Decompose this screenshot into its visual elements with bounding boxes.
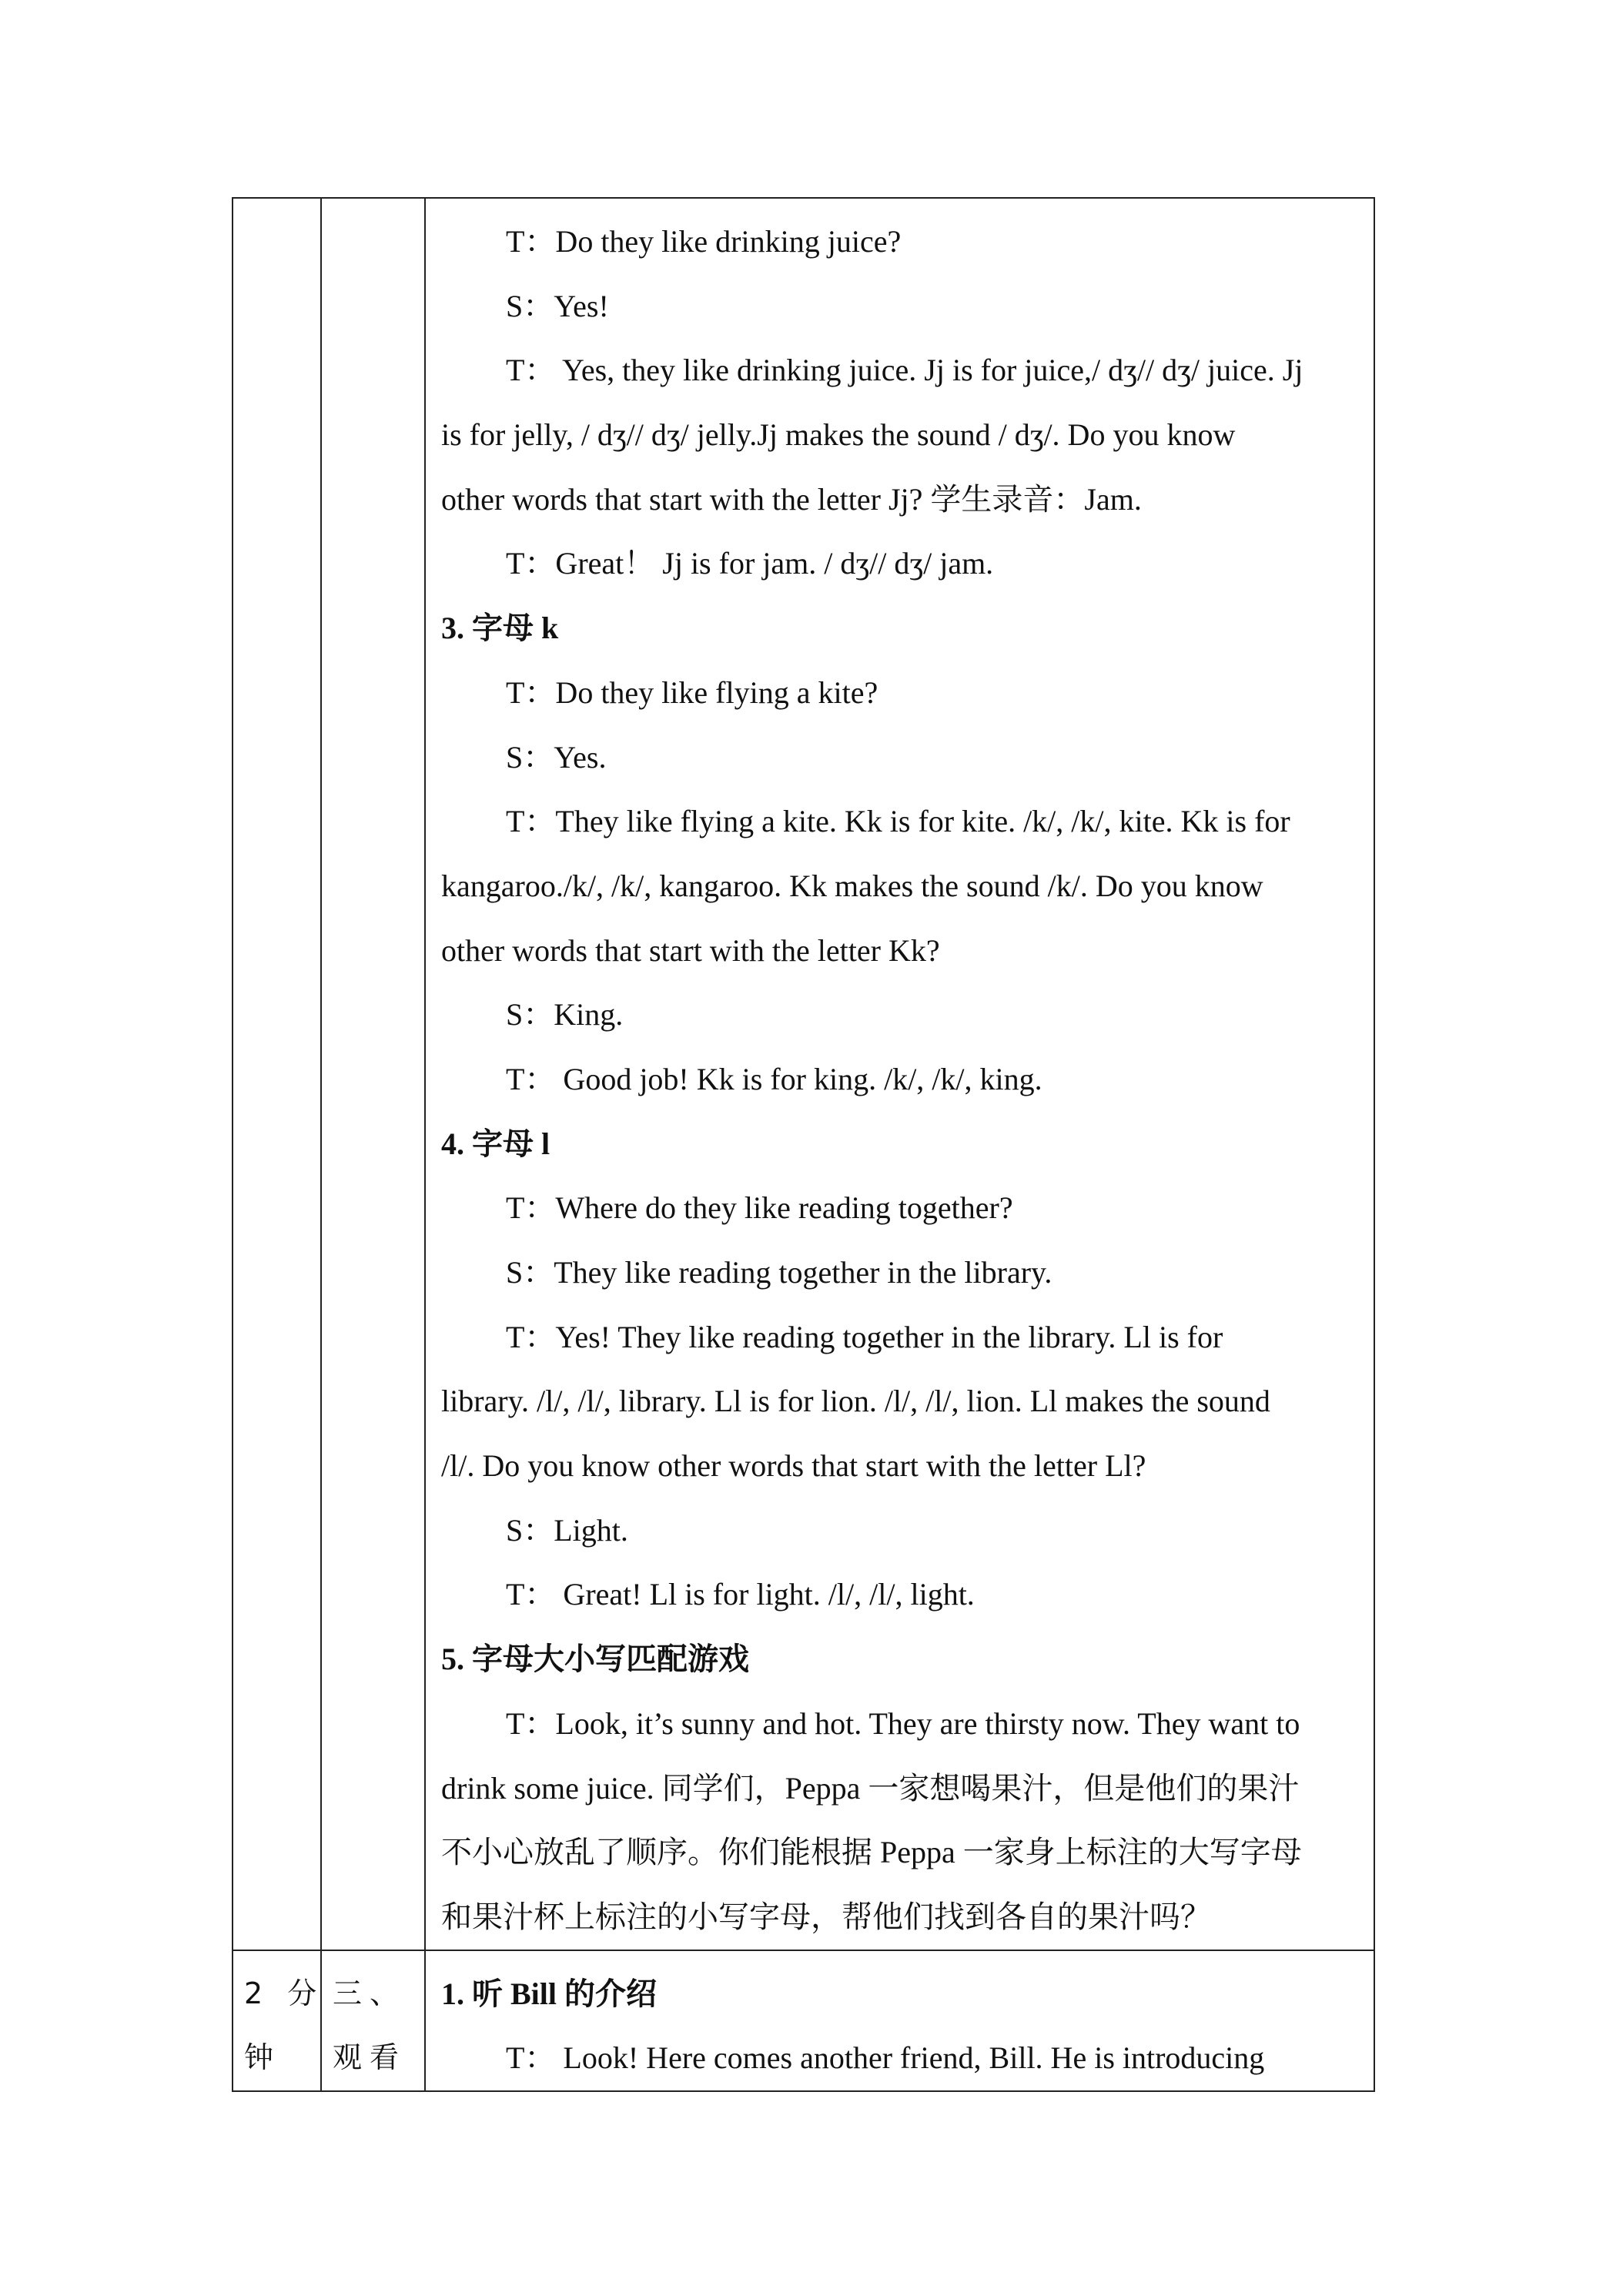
section-heading: 3. 字母 k bbox=[441, 611, 559, 646]
text-line: S：Light. bbox=[506, 1512, 628, 1548]
section-heading: 1. 听 Bill 的介绍 bbox=[441, 1976, 658, 2011]
step-cell bbox=[321, 198, 425, 1950]
text-line: 和果汁杯上标注的小写字母，帮他们找到各自的果汁吗？ bbox=[441, 1899, 1211, 1934]
text-line: T：Do they like drinking juice? bbox=[506, 224, 902, 259]
text-line: other words that start with the letter Jj? 学生录音：Jam. bbox=[441, 481, 1142, 517]
text-line: S：Yes. bbox=[506, 739, 607, 775]
step-text: 三、 bbox=[333, 1976, 407, 2010]
text-line: 不小心放乱了顺序。你们能根据 Peppa 一家身上标注的大写字母 bbox=[441, 1835, 1302, 1870]
text-line: T： Great! Ll is for light. /l/, /l/, light. bbox=[506, 1577, 975, 1612]
text-line: drink some juice. 同学们，Peppa 一家想喝果汁，但是他们的果汁 bbox=[441, 1770, 1300, 1806]
text-line: kangaroo./k/, /k/, kangaroo. Kk makes the sound /k/. Do you know bbox=[441, 868, 1263, 903]
table-row bbox=[233, 1950, 1374, 2091]
text-line: S：King. bbox=[506, 997, 624, 1033]
step-text: 观看 bbox=[333, 2040, 407, 2075]
text-line: T： Look! Here comes another friend, Bill. He is introducing bbox=[506, 2040, 1265, 2076]
time-cell bbox=[233, 1950, 325, 2091]
text-line: T：Where do they like reading together? bbox=[506, 1190, 1013, 1226]
table-row bbox=[233, 198, 1374, 1950]
text-line: T：Look, it’s sunny and hot. They are thirsty now. They want to bbox=[506, 1705, 1300, 1741]
text-line: /l/. Do you know other words that start with the letter Ll? bbox=[441, 1448, 1146, 1484]
content-cell bbox=[425, 1950, 1374, 2091]
lesson-plan-table bbox=[232, 197, 1375, 2092]
text-line: S：They like reading together in the library. bbox=[506, 1255, 1052, 1290]
text-line: T：Do they like flying a kite? bbox=[506, 674, 878, 710]
text-line: other words that start with the letter Kk? bbox=[441, 932, 940, 968]
text-line: T：They like flying a kite. Kk is for kite. /k/, /k/, kite. Kk is for bbox=[506, 804, 1290, 839]
section-heading: 5. 字母大小写匹配游戏 bbox=[441, 1642, 749, 1677]
section-heading: 4. 字母 l bbox=[441, 1126, 550, 1161]
step-cell bbox=[321, 1950, 425, 2091]
time-text: 2 分 bbox=[244, 1976, 325, 2010]
text-line: T：Yes! They like reading together in the library. Ll is for bbox=[506, 1319, 1223, 1354]
text-line: T：Great！ Jj is for jam. / dʒ// dʒ/ jam. bbox=[506, 546, 994, 581]
text-line: T： Yes, they like drinking juice. Jj is for juice,/ dʒ// dʒ/ juice. Jj bbox=[506, 353, 1303, 388]
time-text: 钟 bbox=[244, 2040, 282, 2075]
text-line: library. /l/, /l/, library. Ll is for lion. /l/, /l/, lion. Ll makes the sound bbox=[441, 1384, 1270, 1419]
text-line: T： Good job! Kk is for king. /k/, /k/, king. bbox=[506, 1061, 1042, 1096]
text-line: is for jelly, / dʒ// dʒ/ jelly.Jj makes the sound / dʒ/. Do you know bbox=[441, 417, 1236, 453]
time-cell bbox=[233, 198, 321, 1950]
text-line: S：Yes! bbox=[506, 288, 609, 323]
content-cell bbox=[425, 198, 1374, 1950]
